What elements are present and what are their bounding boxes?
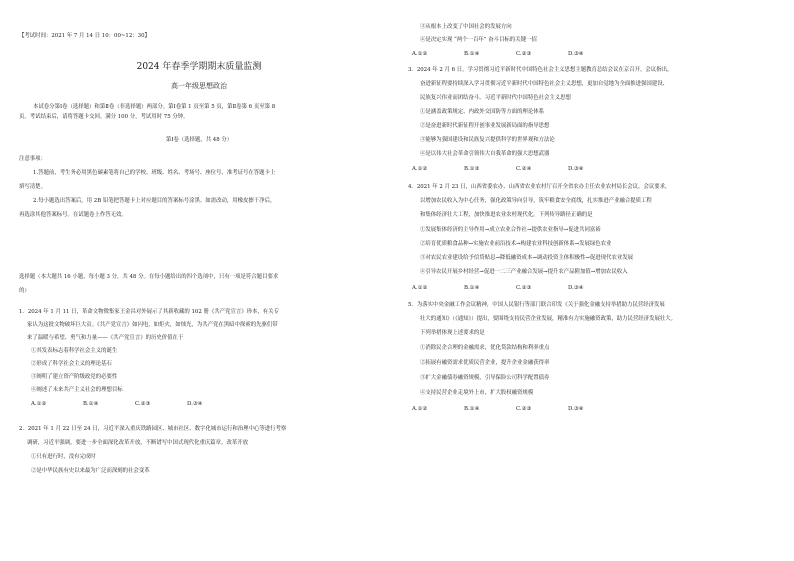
q5-stem-3: 下列举措体现上述要求的是: [420, 330, 485, 336]
q3-item-3: ③能够为强国建设和民族复兴提供科学的世界观和方法论: [420, 137, 555, 143]
section-heading: 第Ⅰ卷（选择题，共 48 分）: [165, 137, 233, 143]
note-line-4: 再选涂其他答案标号。在试题卷上作答无效。: [19, 212, 127, 218]
q5-options: [412, 406, 620, 413]
q1-option-c: C.②③: [135, 401, 151, 407]
note-line-2: 填写清楚。: [19, 184, 46, 190]
q3-option-a: A.①②: [412, 166, 428, 172]
q5-item-3: ③扩大金融债券融资规模，引导保险公司科学配置债券: [420, 375, 550, 381]
page-subtitle: 高一年级思想政治: [171, 82, 227, 90]
q5-item-2: ②拓展有融资需求优质民营企业，提升企业金融获得率: [420, 360, 550, 366]
q5-item-4: ④支持民营企业走境外上市，扩大股权融资规模: [420, 390, 534, 396]
q3-options: [412, 166, 620, 173]
q1-stem-3: 来了温暖与希望、勇气和力量——《共产党宣言》的历史价值在于: [27, 335, 184, 341]
q2-item-2: ②是中华民族有史以来最为广泛而深刻的社会变革: [31, 468, 150, 474]
q5-option-a: A.①②: [412, 406, 428, 412]
q1-option-d: D.③④: [187, 401, 203, 407]
q3-option-b: B.①③: [464, 166, 480, 172]
q4-stem-3: 和集体经济壮大工程，加快推进农业农村现代化。下列传导路径正确的是: [420, 212, 593, 218]
notes-title: 注意事项：: [19, 156, 46, 162]
q3-item-1: ①是涵盖政策规定、内政外交国防等方面的理论体系: [420, 109, 544, 115]
q1-item-4: ④阐述了未来共产主义社会的理想目标: [31, 387, 123, 393]
q3-stem-2: 奋进新征程要持续深入学习贯彻习近平新时代中国特色社会主义思想，更加自觉地为全面推进强国建设、: [420, 81, 668, 87]
q2-option-b: B.①④: [464, 51, 480, 57]
q3-item-2: ②是奋进新时代新征程开创事业发展新局面的指导思想: [420, 123, 550, 129]
q4-options: [412, 285, 620, 292]
q3-stem-3: 民族复兴伟业而团结奋斗。习近平新时代中国特色社会主义思想: [420, 95, 571, 101]
q5-stem-1: 5．为落实中央金融工作会议精神，中国人民银行等部门联合印发《关于强化金融支持举措助力民营经济发展: [408, 302, 665, 308]
q4-option-b: B.①④: [464, 285, 480, 291]
q4-stem-1: 4．2021 年 2 月 23 日，山西省委农办、山西省农业农村厅召开全省农办主任农业农村局长会议。会议要求，: [408, 184, 671, 190]
q2-item-4: ④是决定实现 “两个一百年” 奋斗目标的关键一招: [420, 37, 537, 43]
q1-item-3: ③阐明了建立资产阶级政党的必要性: [31, 374, 118, 380]
q5-option-c: C.②③: [516, 406, 532, 412]
note-line-1: 1.答题前，考生务必用黑色碳素笔将自己的学校、班级、姓名、考场号、座位号、准考证号在答题卡上: [33, 170, 276, 176]
q1-item-1: ①其发表标志着科学社会主义的诞生: [31, 348, 118, 354]
note-line-3: 2.每小题选出答案后，用 2B 铅笔把答题卡上对应题目的答案标号涂黑。如需改动，用橡皮擦干净后，: [33, 198, 276, 204]
q3-item-4: ④是以伟大社会革命引领伟大自我革命的强大思想武器: [420, 151, 550, 157]
q4-item-3: ③对农民农业建设给予信贷贴息→降低融资成本→调动投资主体积极性→促进现代农业发展: [420, 255, 634, 261]
q2-stem-1: 2．2021 年 1 月 22 日至 24 日，习近平深入重庆铁路园区、城市社区、数字化城市运行和治理中心等进行考察: [19, 426, 287, 432]
intro-line-2: 页。考试结束后，请将答题卡交回。满分 100 分，考试用时 75 分钟。: [19, 114, 189, 120]
q2-stem-2: 调研，习近平强调，要进一步全面深化改革开放，不断谱写中国式现代化重庆篇章。改革开放: [27, 440, 249, 446]
page-title: 2024 年春季学期期末质量监测: [136, 62, 262, 72]
instructions-line-2: 的）: [19, 288, 30, 294]
q5-option-d: D.③④: [568, 406, 584, 412]
q1-option-a: A.①②: [31, 401, 47, 407]
q4-item-4: ④引导农民开展乡村经营→促进一二三产业融合发展→提升农产品附加值→增加农民收入: [420, 269, 628, 275]
q2-item-3: ③从根本上改变了中国社会的发展方向: [420, 24, 512, 30]
q3-option-c: C.②④: [516, 166, 532, 172]
q2-option-c: C.②③: [516, 51, 532, 57]
intro-line-1: 本试卷分第Ⅰ卷（选择题）和第Ⅱ卷（非选择题）两部分。第Ⅰ卷第 1 页至第 5 页，第Ⅱ卷第 6 页至第 8: [33, 104, 276, 110]
q4-option-a: A.①②: [412, 285, 428, 291]
q2-item-1: ①只有进行时，没有完成时: [31, 454, 96, 460]
q3-stem-1: 3．2024 年 2 月 6 日，学习贯彻习近平新时代中国特色社会主义思想主题教育总结会议在京召开。会议指出，: [408, 67, 673, 73]
q3-option-d: D.③④: [568, 166, 584, 172]
q4-item-2: ②培育优质粮食品种→实施农业前沿技术→构建农业科技创新体系→发展绿色农业: [420, 241, 612, 247]
exam-time: 【考试时间：2021 年 7 月 14 日 10：00~12：30】: [19, 33, 150, 39]
instructions-line-1: 选择题（本大题共 16 小题，每小题 3 分，共 48 分。在每小题给出的四个选项中，只有一项是符合题目要求: [19, 274, 279, 280]
q1-options: [31, 401, 239, 408]
q2-options: [412, 51, 620, 58]
q1-option-b: B.①④: [83, 401, 99, 407]
q2-option-a: A.①②: [412, 51, 428, 57]
q4-option-c: C.②③: [516, 285, 532, 291]
q2-option-d: D.③④: [568, 51, 584, 57]
q5-stem-2: 壮大的通知》（《通知》）提出，要围绕支持民营企业发展，精准有力实施融资政策，助力民营经济发展壮大。: [420, 316, 677, 322]
q1-stem-1: 1．2024 年 1 月 11 日，革命文物徵集家王金昌对外展示了其新收藏的 102 册《共产党宣言》珍本，有关专: [19, 309, 279, 315]
q4-option-d: D.③④: [568, 285, 584, 291]
q5-option-b: B.①④: [464, 406, 480, 412]
q1-stem-2: 家认为这批文物破坏巨大贡。《共产党宣言》如闪电，如炬火，如烛光，为共产党在黑暗中探索的先驱们带: [27, 322, 278, 328]
q4-item-1: ①发展集体经济的主导作用→成立农业合作社→提供农业指导→促进共同富裕: [420, 227, 601, 233]
q1-item-2: ②形成了科学社会主义的理论基石: [31, 361, 112, 367]
q4-stem-2: 以增加农民收入为中心任务，强化政策导向引导，筑牢粮食安全底线，扎实推进产业融合提质工程: [420, 198, 652, 204]
q5-item-1: ①消除民企合理的金融需求，优化贷款结构和利率重点: [420, 345, 550, 351]
